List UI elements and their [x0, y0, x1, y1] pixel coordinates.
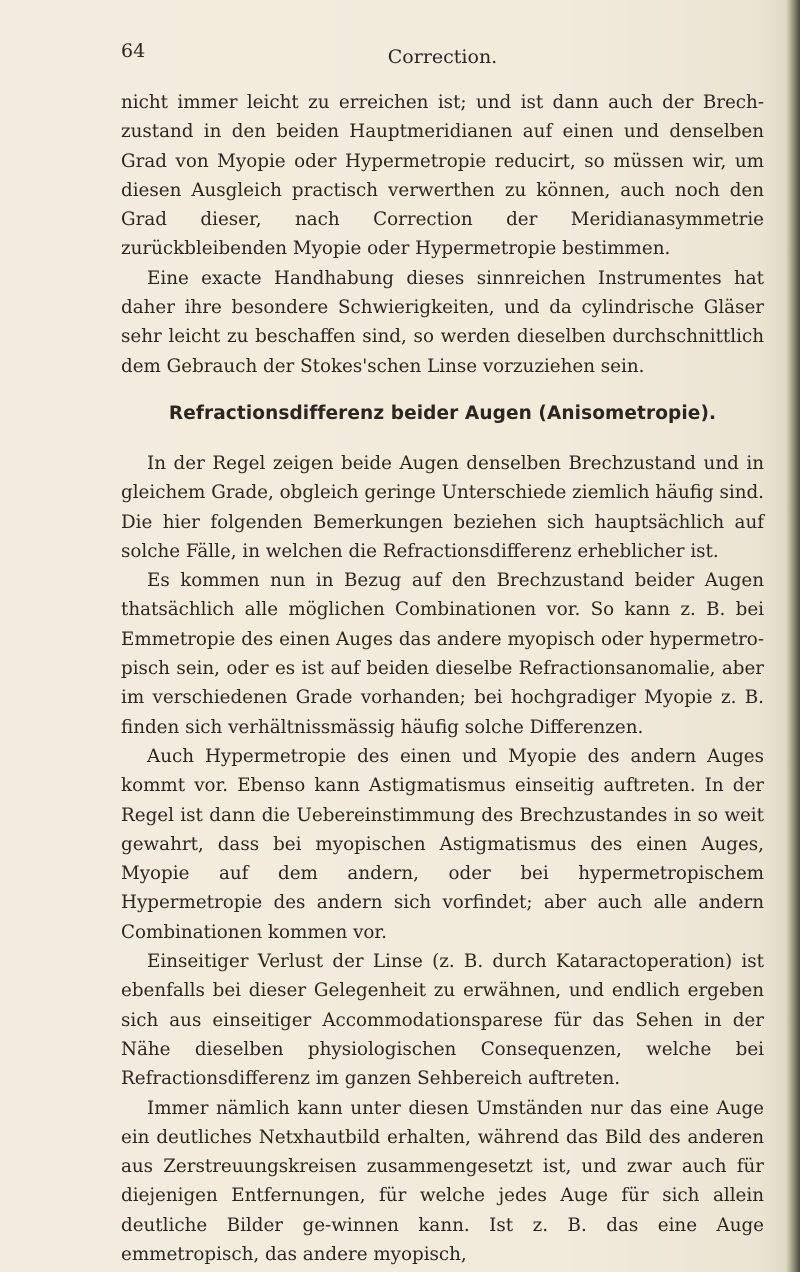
paragraph-2: Eine exacte Handhabung dieses sinnreichen Instrumentes hat daher ihre besondere Schwierigkeiten, und da cylindrische Gläser sehr leicht zu beschaffen sind, so werden dieselben durchschnittlich dem Gebrauch der Stokes'schen Linse vorzuziehen sein.	[121, 267, 764, 377]
paragraph-6: Einseitiger Verlust der Linse (z. B. durch Kataractoperation) ist ebenfalls bei dieser Gelegenheit zu erwähnen, und endlich ergeben sich aus einseitiger Accommodationsparese für das Sehen in der Nähe dieselben physiologischen Consequenzen, welche bei Refractionsdifferenz im ganzen Sehbereich auftreten.	[121, 951, 764, 1090]
running-title: Correction.	[387, 46, 498, 68]
paragraph-4: Es kommen nun in Bezug auf den Brechzustand beider Augen thatsächlich alle möglichen Combinationen vor. So kann z. B. bei Emmetropie des einen Auges das andere myopisch oder hypermetro-pisch sein, oder es ist auf beiden dieselbe Refractionsanomalie, aber im verschiedenen Grade vorhanden; bei hochgradiger Myopie z. B. finden sich verhältnissmässig häufig solche Differenzen.	[121, 570, 764, 738]
section-heading: Refractionsdifferenz beider Augen (Anisometropie).	[168, 402, 717, 424]
paragraph-3: In der Regel zeigen beide Augen denselben Brechzustand und in gleichem Grade, obgleich geringe Unterschiede ziemlich häufig sind. Die hier folgenden Bemerkungen beziehen sich hauptsächlich auf solche Fälle, in welchen die Refractionsdifferenz erheblicher ist.	[121, 452, 764, 562]
page-number: 64	[121, 40, 146, 62]
page-text	[121, 40, 764, 1269]
paragraph-7: Immer nämlich kann unter diesen Umständen nur das eine Auge ein deutliches Netxhautbild erhalten, während das Bild des anderen aus Zerstreuungskreisen zusammengesetzt ist, und zwar auch für diejenigen Entfernungen, für welche jedes Auge für sich allein deutliche Bilder ge-winnen kann. Ist z. B. das eine Auge emmetropisch, das andere myopisch,	[121, 1097, 764, 1265]
page-header	[121, 40, 764, 88]
page-edge-shadow	[786, 0, 800, 1272]
paragraph-5: Auch Hypermetropie des einen und Myopie des andern Auges kommt vor. Ebenso kann Astigmatismus einseitig auftreten. In der Regel ist dann die Uebereinstimmung des Brechzustandes in so weit gewahrt, dass bei myopischen Astigmatismus des einen Auges, Myopie auf dem andern, oder bei hypermetropischem Hypermetropie des andern sich vorfindet; aber auch alle andern Combinationen kommen vor.	[121, 745, 764, 943]
paragraph-1: nicht immer leicht zu erreichen ist; und ist dann auch der Brech-zustand in den beiden Hauptmeridianen auf einen und denselben Grad von Myopie oder Hypermetropie reducirt, so müssen wir, um diesen Ausgleich practisch verwerthen zu können, auch noch den Grad dieser, nach Correction der Meridianasymmetrie zurückbleibenden Myopie oder Hypermetropie bestimmen.	[121, 92, 764, 260]
